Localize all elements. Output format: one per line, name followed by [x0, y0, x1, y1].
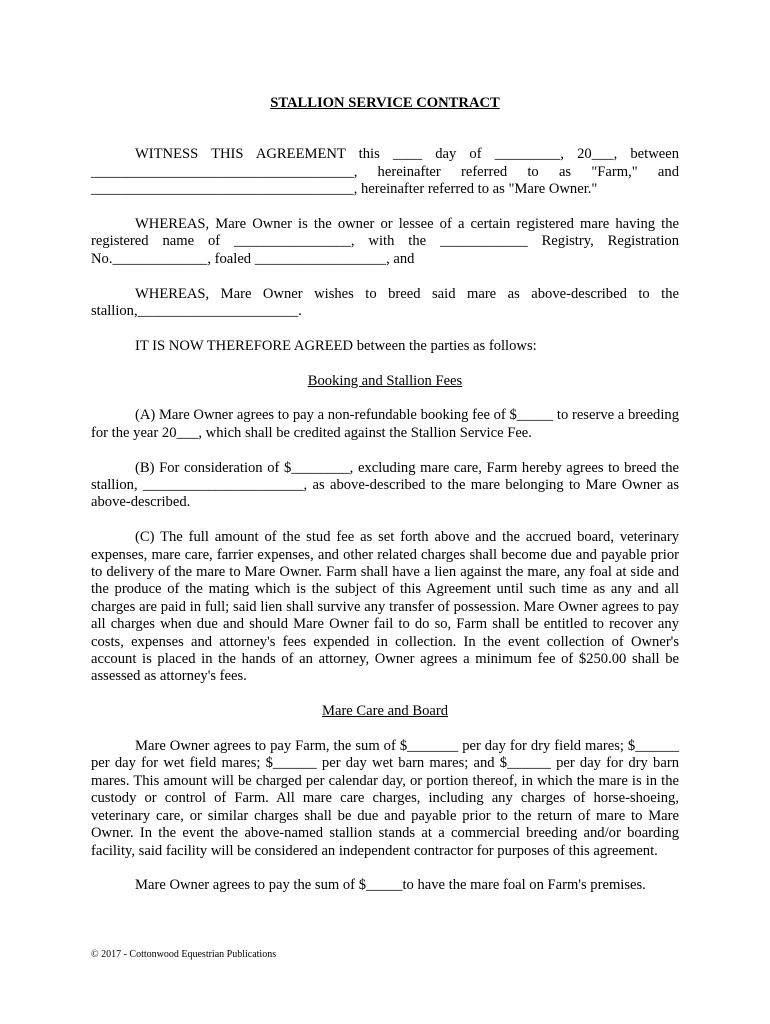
clause-b-paragraph: (B) For consideration of $________, excluding mare care, Farm hereby agrees to breed the stallion, ______________________, as above-described to the mare belonging to Mare Owner as above-described.	[91, 459, 679, 511]
whereas-stallion-paragraph: WHEREAS, Mare Owner wishes to breed said mare as above-described to the stallion,______________________.	[91, 285, 679, 320]
mare-care-heading: Mare Care and Board	[321, 703, 449, 720]
whereas-mare-paragraph: WHEREAS, Mare Owner is the owner or lessee of a certain registered mare having the registered name of ________________, with the ____________ Registry, Registration No._____________, foaled __________________, and	[91, 216, 679, 267]
clause-c-paragraph: (C) The full amount of the stud fee as set forth above and the accrued board, veterinary expenses, mare care, farrier expenses, and other related charges shall become due and payable prior to delivery of the mare to Mare Owner. Farm shall have a lien against the mare, any foal at side and the produce of the mating which is the subject of this Agreement until such time as any and all charges are paid in full; said lien shall survive any transfer of possession. Mare Owner agrees to pay all charges when due and should Mare Owner fail to do so, Farm shall be entitled to recover any costs, expenses and attorney's fees expended in collection. In the event collection of Owner's account is placed in the hands of an attorney, Owner agrees a minimum fee of $250.00 shall be assessed as attorney's fees.	[91, 529, 679, 685]
booking-fees-heading: Booking and Stallion Fees	[307, 372, 463, 389]
clause-a-paragraph: (A) Mare Owner agrees to pay a non-refundable booking fee of $_____ to reserve a breeding for the year 20___, which shall be credited against the Stallion Service Fee.	[91, 407, 679, 441]
witness-paragraph: WITNESS THIS AGREEMENT this ____ day of _________, 20___, between ____________________________________, hereinafter referred to as "Farm," and ____________________________________, hereinafter referred to as "Mare Owner."	[91, 146, 679, 198]
document-title: STALLION SERVICE CONTRACT	[270, 95, 500, 111]
document-body	[91, 95, 679, 912]
mare-care-paragraph: Mare Owner agrees to pay Farm, the sum of $_______ per day for dry field mares; $______ per day for wet field mares; $______ per day wet barn mares; and $______ per day for dry barn mares. This amount will be charged per calendar day, or portion thereof, in which the mare is in the custody or control of Farm. All mare care charges, including any charges of horse-shoeing, veterinary care, or similar charges shall be due and payable prior to the return of mare to Mare Owner. In the event the above-named stallion stands at a commercial breeding and/or boarding facility, said facility will be considered an independent contractor for purposes of this agreement.	[91, 738, 679, 859]
copyright-footer: © 2017 - Cottonwood Equestrian Publications	[91, 949, 277, 960]
foaling-paragraph: Mare Owner agrees to pay the sum of $_____to have the mare foal on Farm's premises.	[135, 877, 646, 894]
agreement-intro-paragraph: IT IS NOW THEREFORE AGREED between the parties as follows:	[135, 337, 537, 354]
